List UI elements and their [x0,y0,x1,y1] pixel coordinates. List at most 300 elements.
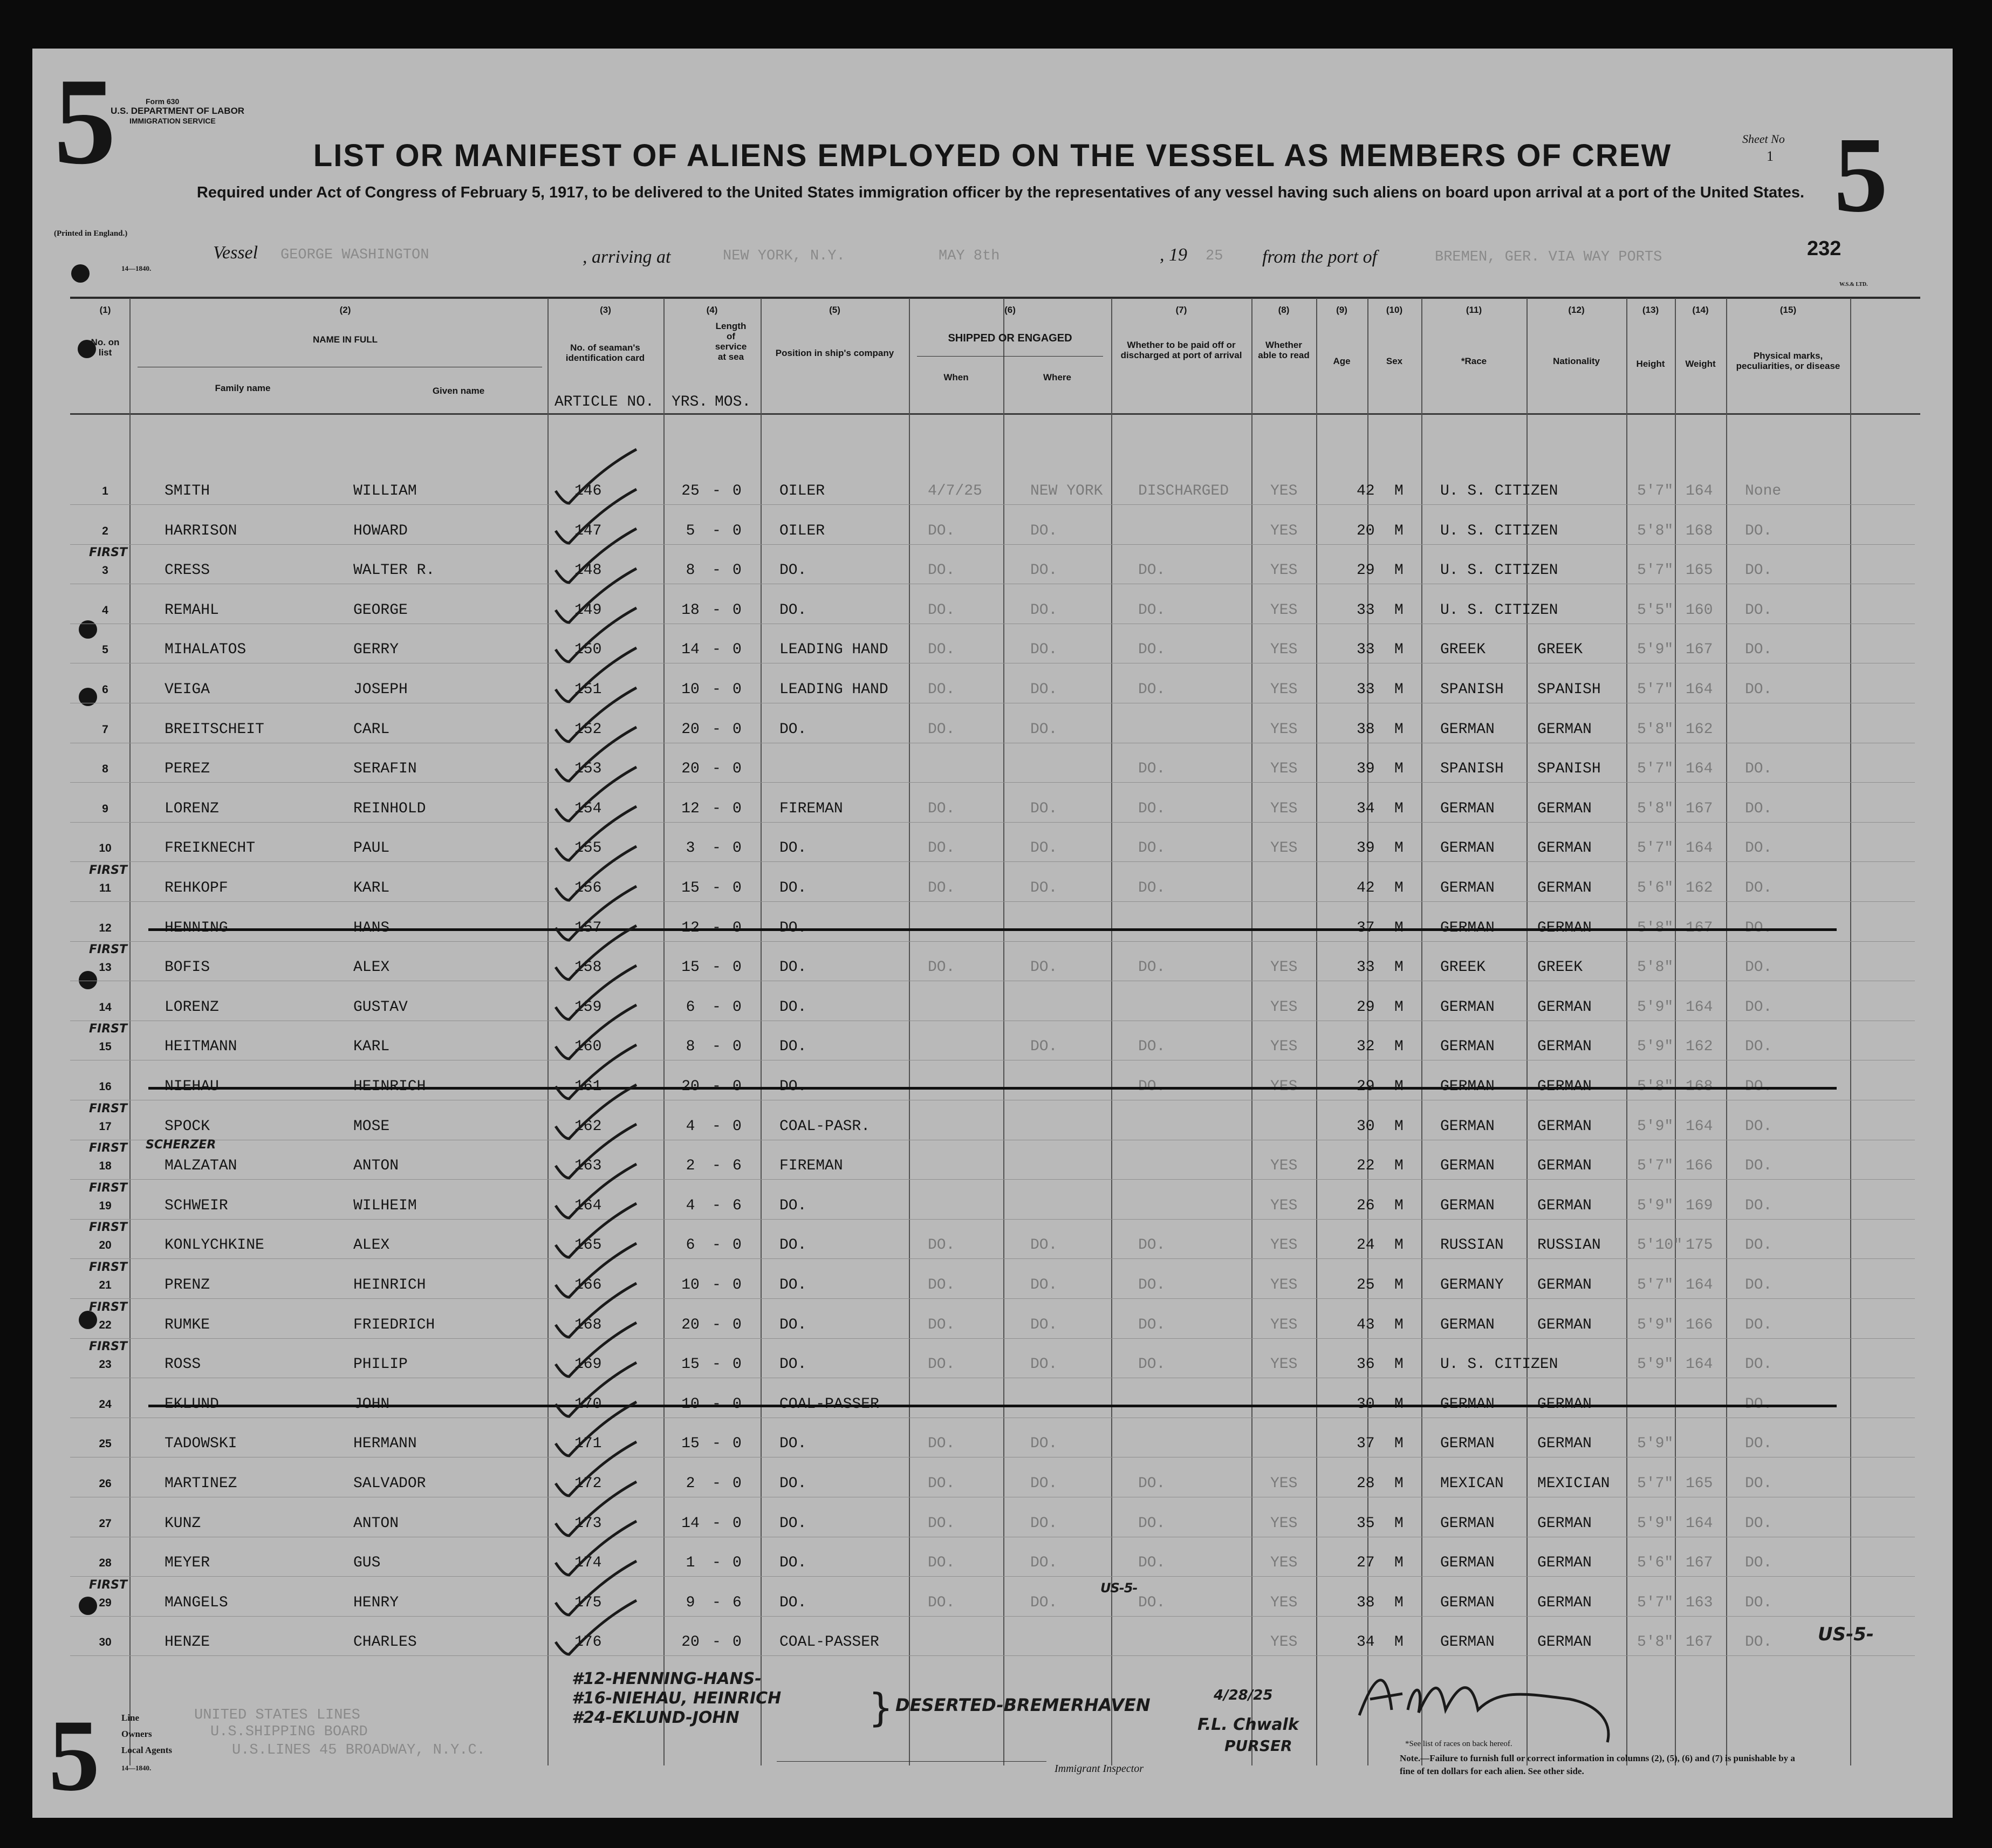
cell-age: 26 [1357,1197,1375,1214]
cell-sex: M [1394,1277,1404,1293]
column-number: (15) [1779,305,1797,315]
cell-position: DO. [779,1038,807,1055]
cell-sex: M [1394,1158,1404,1174]
row-rule [70,544,1915,545]
agents-value: U.S.LINES 45 BROADWAY, N.Y.C. [232,1742,485,1758]
cell-given: HEINRICH [353,1277,426,1293]
cell-position: DO. [779,880,807,896]
cell-height: 5'7" [1637,562,1674,579]
cell-height: 5'7" [1637,1475,1674,1492]
cell-family: PEREZ [165,761,210,777]
margin-note-us: US-5- [1100,1580,1138,1596]
cell-mos: 0 [733,721,742,738]
cell-nationality: GERMAN [1537,840,1592,857]
cell-age: 37 [1357,1435,1375,1452]
cell-mos: 0 [733,1475,742,1492]
bottom-sheet-number: 5 [49,1699,100,1812]
cell-where: DO. [1030,1356,1058,1373]
cell-paid: DO. [1138,1356,1166,1373]
cell-read: YES [1270,1356,1298,1373]
cell-card: 149 [574,602,602,619]
cell-race: U. S. CITIZEN [1440,562,1558,579]
cell-read: YES [1270,1475,1298,1492]
cell-nationality: GERMAN [1537,1515,1592,1532]
cell-yrs: 10 [681,1277,700,1293]
cell-when: DO. [928,1555,955,1571]
column-heading: Height [1636,359,1665,369]
cell-race: GREEK [1440,959,1486,976]
cell-paid: DO. [1138,1277,1166,1293]
cell-family: SCHWEIR [165,1197,228,1214]
column-number: (10) [1386,305,1403,315]
column-heading: Physical marks, peculiarities, or disease [1736,351,1840,371]
column-heading: Nationality [1553,356,1600,366]
cell-sex: M [1394,602,1404,619]
cell-yrs: 6 [686,1237,695,1254]
column-number: (7) [1175,305,1187,315]
cell-read: YES [1270,1158,1298,1174]
cell-position: DO. [779,602,807,619]
cell-when: DO. [928,523,955,539]
cell-where: DO. [1030,523,1058,539]
cell-nationality: GERMAN [1537,999,1592,1016]
cell-race: GERMAN [1440,880,1495,896]
cell-yrs: 15 [681,1356,700,1373]
cell-nationality: RUSSIAN [1537,1237,1601,1254]
cell-nationality: GERMAN [1537,721,1592,738]
cell-card: 169 [574,1356,602,1373]
page-reference: 232 [1807,237,1842,260]
row-rule [70,941,1915,942]
page-subtitle: Required under Act of Congress of February 5, 1917, to be delivered to the United States immigration officer by the representatives of any vessel having such aliens on board upon arrival at a port of the United States. [196,184,1805,201]
cell-no: 15 [99,1041,112,1053]
cell-paid: DO. [1138,1515,1166,1532]
cell-read: YES [1270,1515,1298,1532]
cell-when: 4/7/25 [928,483,982,499]
cell-height: 5'8" [1637,523,1674,539]
cell-family: BREITSCHEIT [165,721,264,738]
first-class-mark: FIRST [89,546,128,559]
row-rule [70,1338,1915,1339]
cell-where: DO. [1030,1435,1058,1452]
service-separator: - [712,641,721,658]
cell-card: 153 [574,761,602,777]
cell-marks: DO. [1745,1634,1772,1651]
cell-family: REMAHL [165,602,219,619]
cell-given: WILLIAM [353,483,417,499]
cell-yrs: 25 [681,483,700,499]
column-divider [1111,298,1112,1765]
cell-position: FIREMAN [779,800,843,817]
cell-paid: DO. [1138,1317,1166,1333]
cell-height: 5'9" [1637,1197,1674,1214]
cell-height: 5'8" [1637,959,1674,976]
cell-yrs: 20 [681,761,700,777]
cell-marks: DO. [1745,999,1772,1016]
cell-read: YES [1270,959,1298,976]
service-separator: - [712,1555,721,1571]
cell-paid: DO. [1138,562,1166,579]
cell-when: DO. [928,800,955,817]
cell-card: 166 [574,1277,602,1293]
cell-given: HERMANN [353,1435,417,1452]
cell-position: FIREMAN [779,1158,843,1174]
cell-family: MARTINEZ [165,1475,237,1492]
cell-when: DO. [928,602,955,619]
cell-age: 24 [1357,1237,1375,1254]
cell-sex: M [1394,1475,1404,1492]
cell-family: MALZATAN [165,1158,237,1174]
cell-family: HEITMANN [165,1038,237,1055]
cell-family: FREIKNECHT [165,840,256,857]
cell-weight: 167 [1686,641,1713,658]
cell-where: DO. [1030,1555,1058,1571]
cell-position: DO. [779,1594,807,1611]
cell-no: 29 [99,1597,112,1609]
service-separator: - [712,681,721,698]
cell-when: DO. [928,1356,955,1373]
cell-sex: M [1394,800,1404,817]
cell-family: BOFIS [165,959,210,976]
cell-paid: DO. [1138,761,1166,777]
cell-marks: DO. [1745,800,1772,817]
cell-race: U. S. CITIZEN [1440,523,1558,539]
cell-marks: DO. [1745,761,1772,777]
deserted-note: DESERTED-BREMERHAVEN [895,1695,1151,1715]
cell-weight: 164 [1686,1356,1713,1373]
cell-yrs: 15 [681,1435,700,1452]
column-number: (14) [1692,305,1709,315]
cell-paid: DO. [1138,602,1166,619]
cell-given: FRIEDRICH [353,1317,435,1333]
cell-no: 11 [99,882,112,894]
cell-position: DO. [779,1475,807,1492]
cell-paid: DO. [1138,681,1166,698]
cell-mos: 0 [733,483,742,499]
cell-sex: M [1394,641,1404,658]
cell-age: 42 [1357,880,1375,896]
row-rule [70,782,1915,783]
cell-family: CRESS [165,562,210,579]
cell-position: COAL-PASR. [779,1118,871,1135]
cell-card: 160 [574,1038,602,1055]
cell-given: ANTON [353,1158,399,1174]
sheet-mark: 1 [1767,148,1774,164]
cell-read: YES [1270,1197,1298,1214]
cell-marks: DO. [1745,1515,1772,1532]
cell-weight: 165 [1686,1475,1713,1492]
cell-sex: M [1394,880,1404,896]
owners-label: Owners [121,1729,152,1739]
cell-height: 5'8" [1637,1634,1674,1651]
cell-age: 25 [1357,1277,1375,1293]
column-divider [1675,298,1676,1765]
inspector-rule [777,1761,1046,1762]
article-no-label: ARTICLE NO. [555,394,654,410]
desertion-line: #12-HENNING-HANS- [572,1669,762,1688]
cell-mos: 0 [733,1317,742,1333]
cell-given: REINHOLD [353,800,426,817]
footer-form-code: 14—1840. [121,1764,152,1772]
cell-mos: 0 [733,840,742,857]
cell-card: 152 [574,721,602,738]
printer-mark: W.S.& LTD. [1839,282,1868,288]
cell-sex: M [1394,840,1404,857]
cell-mos: 0 [733,959,742,976]
cell-sex: M [1394,1594,1404,1611]
service-separator: - [712,880,721,896]
cell-height: 5'6" [1637,1555,1674,1571]
cell-card: 165 [574,1237,602,1254]
cell-no: 30 [99,1636,112,1648]
cell-position: LEADING HAND [779,641,888,658]
cell-card: 164 [574,1197,602,1214]
cell-no: 3 [102,564,108,577]
cell-age: 29 [1357,562,1375,579]
column-heading: Whether able to read [1258,340,1310,360]
cell-where: DO. [1030,959,1058,976]
cell-nationality: GERMAN [1537,1634,1592,1651]
cell-yrs: 9 [686,1594,695,1611]
column-number: (8) [1278,305,1290,315]
cell-mos: 0 [733,562,742,579]
service-separator: - [712,1515,721,1532]
cell-sex: M [1394,523,1404,539]
race-note: *See list of races on back hereof. [1405,1740,1512,1748]
cell-sex: M [1394,681,1404,698]
cell-family: REHKOPF [165,880,228,896]
cell-position: DO. [779,1435,807,1452]
cell-yrs: 12 [681,800,700,817]
cell-read: YES [1270,840,1298,857]
owners-value: U.S.SHIPPING BOARD [210,1724,368,1740]
cell-sex: M [1394,1515,1404,1532]
cell-card: 148 [574,562,602,579]
cell-race: SPANISH [1440,681,1504,698]
cell-given: WILHEIM [353,1197,417,1214]
cell-race: GERMANY [1440,1277,1504,1293]
cell-weight: 168 [1686,523,1713,539]
cell-where: DO. [1030,1277,1058,1293]
column-divider [909,298,910,1765]
from-port-value: BREMEN, GER. VIA WAY PORTS [1435,249,1662,265]
cell-height: 5'6" [1637,880,1674,896]
inspector-label: Immigrant Inspector [1055,1763,1144,1775]
cell-position: DO. [779,721,807,738]
service-separator: - [712,959,721,976]
purser-title: PURSER [1224,1737,1292,1755]
cell-race: GERMAN [1440,1118,1495,1135]
cell-no: 5 [102,644,108,656]
cell-height: 5'9" [1637,1317,1674,1333]
cell-mos: 0 [733,1435,742,1452]
penalty-note: Note.—Failure to furnish full or correct information in columns (2), (5), (6) and (7) is punishable by a fine of ten dollars for each alien. See other side. [1400,1753,1795,1776]
cell-paid: DO. [1138,641,1166,658]
strikethrough-line [148,1087,1837,1090]
cell-no: 17 [99,1120,112,1133]
form-number: Form 630 [146,97,180,106]
desertion-line: #24-EKLUND-JOHN [572,1708,740,1727]
cell-marks: DO. [1745,959,1772,976]
cell-marks: DO. [1745,1237,1772,1254]
year-prefix: , 19 [1160,245,1187,265]
cell-age: 35 [1357,1515,1375,1532]
column-heading: No. on list [91,337,120,358]
cell-family: HARRISON [165,523,237,539]
shipped-subheading-rule [917,356,1103,357]
column-number: (13) [1642,305,1659,315]
cell-given: JOSEPH [353,681,408,698]
cell-marks: DO. [1745,641,1772,658]
strikethrough-line [148,1405,1837,1407]
column-number: (1) [99,305,111,315]
cell-weight: 164 [1686,483,1713,499]
cell-no: 7 [102,723,108,736]
cell-family: SPOCK [165,1118,210,1135]
manifest-sheet [32,49,1953,1818]
cell-family: VEIGA [165,681,210,698]
cell-family: RUMKE [165,1317,210,1333]
cell-where: DO. [1030,721,1058,738]
cell-nationality: GERMAN [1537,1594,1592,1611]
cell-age: 39 [1357,840,1375,857]
cell-race: SPANISH [1440,761,1504,777]
cell-no: 9 [102,803,108,815]
cell-race: GREEK [1440,641,1486,658]
cell-card: 163 [574,1158,602,1174]
cell-age: 34 [1357,800,1375,817]
cell-weight: 166 [1686,1158,1713,1174]
cell-sex: M [1394,1237,1404,1254]
cell-no: 12 [99,922,112,934]
cell-card: 171 [574,1435,602,1452]
row-rule [70,504,1915,505]
cell-read: YES [1270,999,1298,1016]
row-rule [70,1258,1915,1259]
cell-paid: DO. [1138,1594,1166,1611]
cell-sex: M [1394,1317,1404,1333]
cell-read: YES [1270,721,1298,738]
cell-card: 158 [574,959,602,976]
cell-marks: None [1745,483,1782,499]
cell-age: 29 [1357,999,1375,1016]
desertion-date: 4/28/25 [1214,1687,1273,1703]
cell-where: DO. [1030,840,1058,857]
cell-yrs: 4 [686,1197,695,1214]
cell-height: 5'9" [1637,1435,1674,1452]
cell-age: 38 [1357,721,1375,738]
cell-race: GERMAN [1440,1197,1495,1214]
strikethrough-line [148,928,1837,931]
cell-race: GERMAN [1440,1594,1495,1611]
cell-position: OILER [779,483,825,499]
cell-paid: DO. [1138,840,1166,857]
table-top-rule [70,297,1920,299]
cell-family: LORENZ [165,999,219,1016]
cell-paid: DO. [1138,1237,1166,1254]
row-rule [70,1179,1915,1180]
cell-read: YES [1270,1317,1298,1333]
desertion-line: #16-NIEHAU, HEINRICH [572,1689,782,1708]
cell-given: ANTON [353,1515,399,1532]
cell-when: DO. [928,1515,955,1532]
cell-when: DO. [928,1237,955,1254]
service-separator: - [712,1356,721,1373]
service-separator: - [712,562,721,579]
cell-yrs: 15 [681,880,700,896]
cell-when: DO. [928,1435,955,1452]
first-class-mark: FIRST [89,943,128,956]
service-separator: - [712,1038,721,1055]
sheet-label: Sheet No [1742,132,1785,146]
cell-no: 19 [99,1200,112,1212]
cell-no: 16 [99,1080,112,1093]
cell-race: GERMAN [1440,1038,1495,1055]
column-number: (12) [1568,305,1585,315]
column-divider [1850,298,1851,1765]
year-value: 25 [1206,248,1223,264]
cell-mos: 6 [733,1158,742,1174]
cell-marks: DO. [1745,840,1772,857]
cell-nationality: GERMAN [1537,1158,1592,1174]
cell-no: 27 [99,1517,112,1530]
cell-position: LEADING HAND [779,681,888,698]
cell-paid: DISCHARGED [1138,483,1229,499]
line-label: Line [121,1713,140,1723]
cell-nationality: GERMAN [1537,1317,1592,1333]
first-class-mark: FIRST [89,1301,128,1314]
service-separator: - [712,523,721,539]
cell-where: DO. [1030,1038,1058,1055]
row-rule [70,861,1915,862]
cell-race: GERMAN [1440,1634,1495,1651]
cell-no: 2 [102,525,108,537]
cell-where: DO. [1030,880,1058,896]
cell-yrs: 14 [681,1515,700,1532]
cell-race: GERMAN [1440,1317,1495,1333]
cell-weight: 160 [1686,602,1713,619]
column-divider [1626,298,1627,1765]
cell-race: U. S. CITIZEN [1440,483,1558,499]
cell-where: DO. [1030,1237,1058,1254]
cell-race: GERMAN [1440,1435,1495,1452]
cell-weight: 175 [1686,1237,1713,1254]
cell-position: DO. [779,959,807,976]
cell-yrs: 4 [686,1118,695,1135]
service-separator: - [712,1158,721,1174]
cell-no: 14 [99,1001,112,1014]
cell-card: 168 [574,1317,602,1333]
cell-age: 33 [1357,641,1375,658]
cell-sex: M [1394,483,1404,499]
cell-given: CHARLES [353,1634,417,1651]
cell-height: 5'9" [1637,999,1674,1016]
cell-card: 155 [574,840,602,857]
cell-sex: M [1394,1634,1404,1651]
cell-no: 26 [99,1477,112,1490]
cell-position: DO. [779,1356,807,1373]
cell-position: DO. [779,840,807,857]
line-value: UNITED STATES LINES [194,1707,360,1723]
cell-sex: M [1394,761,1404,777]
cell-age: 43 [1357,1317,1375,1333]
cell-height: 5'7" [1637,1277,1674,1293]
cell-marks: DO. [1745,1038,1772,1055]
cell-when: DO. [928,1277,955,1293]
cell-where: NEW YORK [1030,483,1103,499]
column-heading: Sex [1386,356,1403,366]
cell-nationality: GERMAN [1537,1277,1592,1293]
